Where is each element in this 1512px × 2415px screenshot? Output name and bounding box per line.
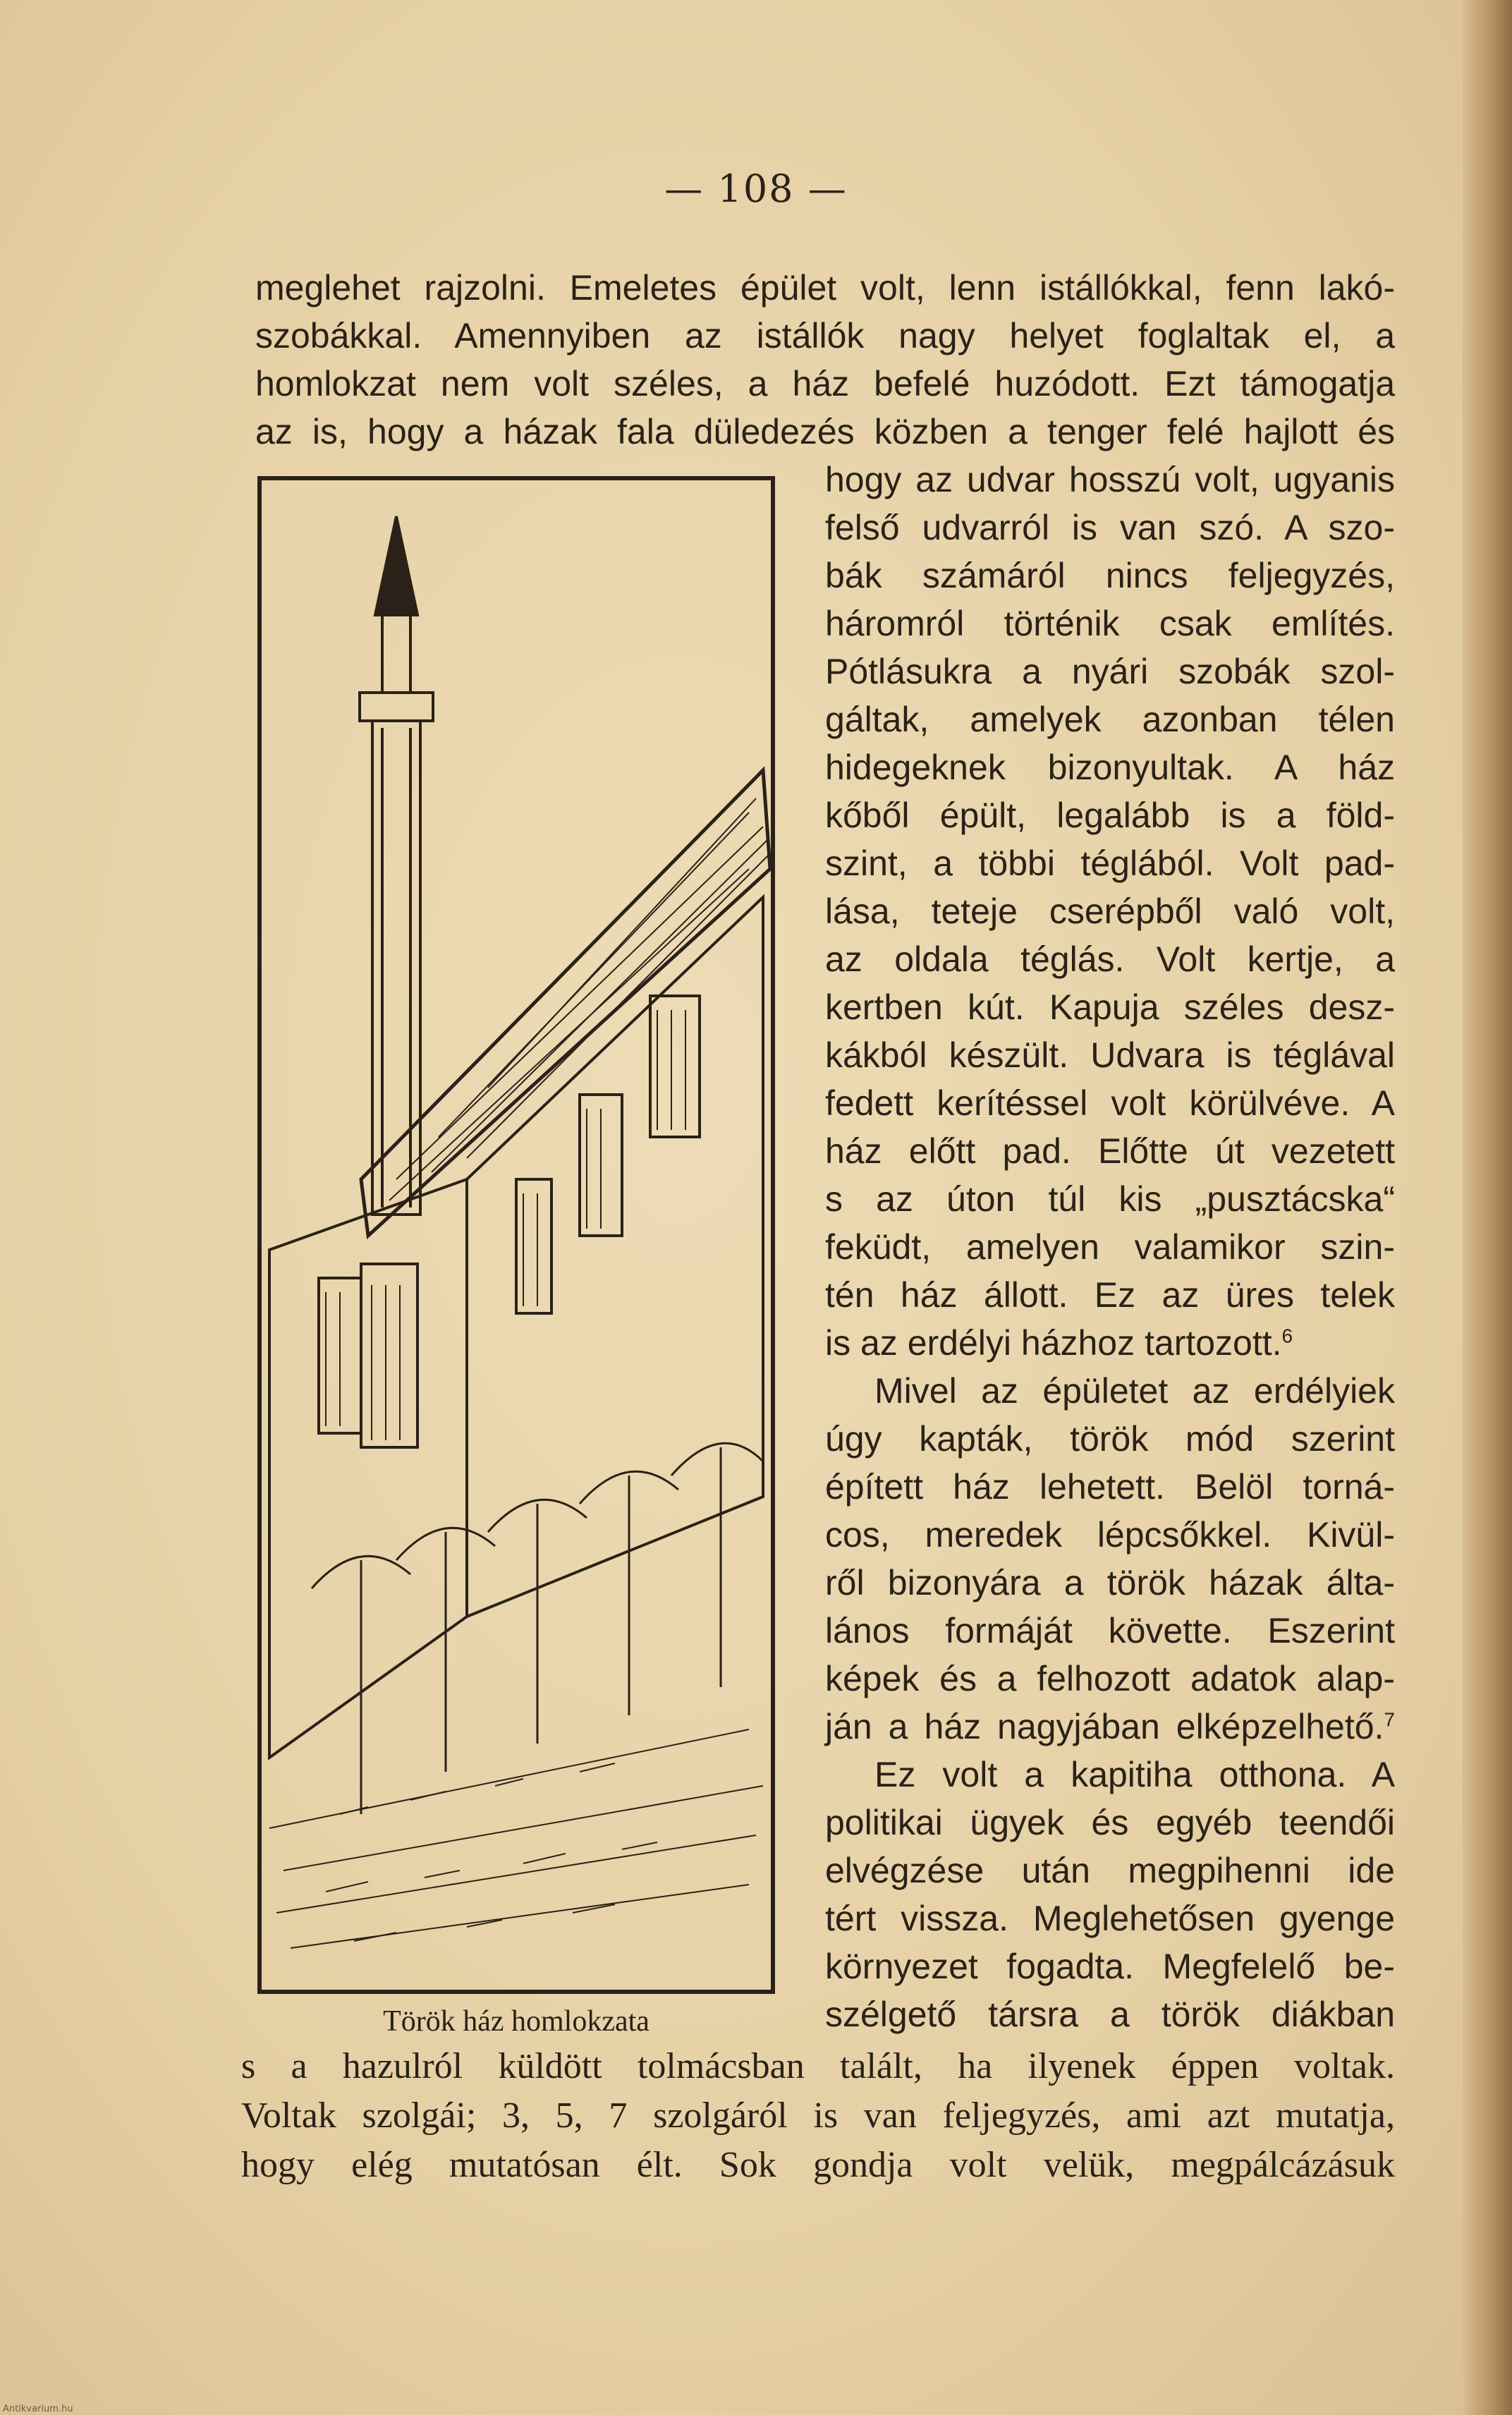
- text-line: fedett kerítéssel volt körülvéve. A: [825, 1083, 1395, 1123]
- text-line: homlokzat nem volt széles, a ház befelé huzódott. Ezt támogatja: [255, 364, 1395, 403]
- text-line: hidegeknek bizonyultak. A ház: [825, 748, 1395, 787]
- text-line: s az úton túl kis „pusztácska“: [825, 1179, 1395, 1219]
- text-line: ház előtt pad. Előtte út vezetett: [825, 1131, 1395, 1171]
- text-line: kertben kút. Kapuja széles desz-: [825, 987, 1395, 1027]
- page-edge: [1463, 0, 1512, 2415]
- text-line: szélgető társra a török diákban: [825, 1995, 1395, 2034]
- text-line: s a hazulról küldött tolmácsban talált, ha ilyenek éppen voltak.: [241, 2046, 1395, 2086]
- text-line: hogy elég mutatósan élt. Sok gondja volt velük, megpálcázásuk: [241, 2145, 1395, 2185]
- text-line: felső udvarról is van szó. A szo-: [825, 508, 1395, 547]
- text-line: háromról történik csak említés.: [825, 604, 1395, 643]
- paragraph-end-line: [825, 1705, 1395, 1748]
- illustration-caption: Török ház homlokzata: [383, 2005, 650, 2038]
- text-line: lános formáját követte. Eszerint: [825, 1611, 1395, 1650]
- text-span: ján a ház nagyjában elképzelhető.: [825, 1707, 1384, 1746]
- text-span: is az erdélyi házhoz tartozott.: [825, 1323, 1282, 1363]
- text-line: kőből épült, legalább is a föld-: [825, 796, 1395, 835]
- text-line: cos, meredek lépcsőkkel. Kivül-: [825, 1515, 1395, 1555]
- text-line: az oldala téglás. Volt kertje, a: [825, 939, 1395, 979]
- text-line: szint, a többi téglából. Volt pad-: [825, 844, 1395, 883]
- text-line: Ez volt a kapitiha otthona. A: [874, 1755, 1395, 1794]
- text-line: környezet fogadta. Megfelelő be-: [825, 1947, 1395, 1986]
- text-line: az is, hogy a házak fala düledezés közben a tenger felé hajlott és: [255, 412, 1395, 451]
- text-line: épített ház lehetett. Belöl torná-: [825, 1467, 1395, 1507]
- text-line: politikai ügyek és egyéb teendői: [825, 1803, 1395, 1842]
- text-line: meglehet rajzolni. Emeletes épület volt, lenn istállókkal, fenn lakó-: [255, 268, 1395, 308]
- text-line: kákból készült. Udvara is téglával: [825, 1035, 1395, 1075]
- text-line: ről bizonyára a török házak álta-: [825, 1563, 1395, 1602]
- text-line: elvégzése után megpihenni ide: [825, 1851, 1395, 1890]
- paragraph-end-line: [825, 1322, 1395, 1364]
- text-line: képek és a felhozott adatok alap-: [825, 1659, 1395, 1698]
- text-line: lása, teteje cserépből való volt,: [825, 892, 1395, 931]
- house-illustration: [255, 474, 777, 1996]
- text-line: hogy az udvar hosszú volt, ugyanis: [825, 460, 1395, 499]
- text-line: szobákkal. Amennyiben az istállók nagy helyet foglaltak el, a: [255, 316, 1395, 355]
- text-line: gáltak, amelyek azonban télen: [825, 700, 1395, 739]
- text-line: tért vissza. Meglehetősen gyenge: [825, 1899, 1395, 1938]
- text-line: tén ház állott. Ez az üres telek: [825, 1275, 1395, 1315]
- text-line: úgy kapták, török mód szerint: [825, 1419, 1395, 1459]
- text-line: Mivel az épületet az erdélyiek: [874, 1371, 1395, 1411]
- text-line: Pótlásukra a nyári szobák szol-: [825, 652, 1395, 691]
- footnote-marker: 7: [1384, 1708, 1395, 1731]
- watermark: Antikvarium.hu: [3, 2404, 73, 2414]
- text-line: Voltak szolgái; 3, 5, 7 szolgáról is van feljegyzés, ami azt mutatja,: [241, 2095, 1395, 2136]
- text-line: feküdt, amelyen valamikor szin-: [825, 1227, 1395, 1267]
- text-line: bák számáról nincs feljegyzés,: [825, 556, 1395, 595]
- footnote-marker: 6: [1281, 1325, 1293, 1347]
- page-number: — 108 —: [664, 166, 848, 211]
